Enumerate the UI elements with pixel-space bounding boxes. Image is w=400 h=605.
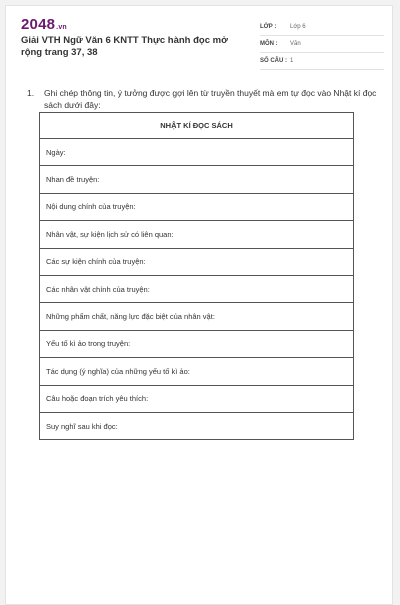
meta-value-question-count: 1 [290,58,294,64]
table-row [40,358,354,385]
journal-row-label: Suy nghĩ sau khi đọc: [40,412,354,439]
journal-row-label: Tác dụng (ý nghĩa) của những yếu tố kì ảo: [40,358,354,385]
table-row [40,275,354,302]
table-row [40,221,354,248]
meta-key-question-count: SỐ CÂU : [260,58,287,64]
journal-row-label: Nhân vật, sự kiện lịch sử có liên quan: [40,221,354,248]
journal-row-label: Nhan đề truyện: [40,166,354,193]
logo-number: 2048 [21,16,56,33]
journal-row-label: Yếu tố kì ảo trong truyện: [40,330,354,357]
journal-row-label: Các sự kiện chính của truyện: [40,248,354,275]
meta-value-grade: Lớp 6 [290,24,306,30]
table-row [40,248,354,275]
journal-row-label: Câu hoặc đoạn trích yêu thích: [40,385,354,412]
question-text: Ghi chép thông tin, ý tưởng được gợi lên từ truyền thuyết mà em tự đọc vào Nhật kí đọc sách dưới đây: [44,88,377,110]
metadata-panel [260,22,384,73]
meta-row-grade [260,22,384,36]
table-row [40,303,354,330]
table-row [40,193,354,220]
meta-row-question-count [260,56,384,70]
table-row [40,139,354,166]
meta-value-subject: Văn [290,41,301,47]
site-logo[interactable] [21,16,67,33]
table-row [40,166,354,193]
document-title: Giải VTH Ngữ Văn 6 KNTT Thực hành đọc mở rộng trang 37, 38 [21,35,228,58]
question-block [27,88,387,111]
journal-title: NHẬT KÍ ĐỌC SÁCH [40,113,354,139]
reading-journal-table [39,112,354,440]
meta-row-subject [260,39,384,53]
journal-row-label: Nội dung chính của truyện: [40,193,354,220]
meta-key-grade: LỚP : [260,24,277,30]
journal-row-label: Những phẩm chất, năng lực đặc biệt của nhân vật: [40,303,354,330]
meta-key-subject: MÔN : [260,41,278,47]
table-row [40,385,354,412]
question-number: 1. [27,88,35,98]
journal-header-row [40,113,354,139]
table-row [40,412,354,439]
table-row [40,330,354,357]
logo-extension: .vn [56,24,67,31]
journal-row-label: Các nhân vật chính của truyện: [40,275,354,302]
journal-row-label: Ngày: [40,139,354,166]
